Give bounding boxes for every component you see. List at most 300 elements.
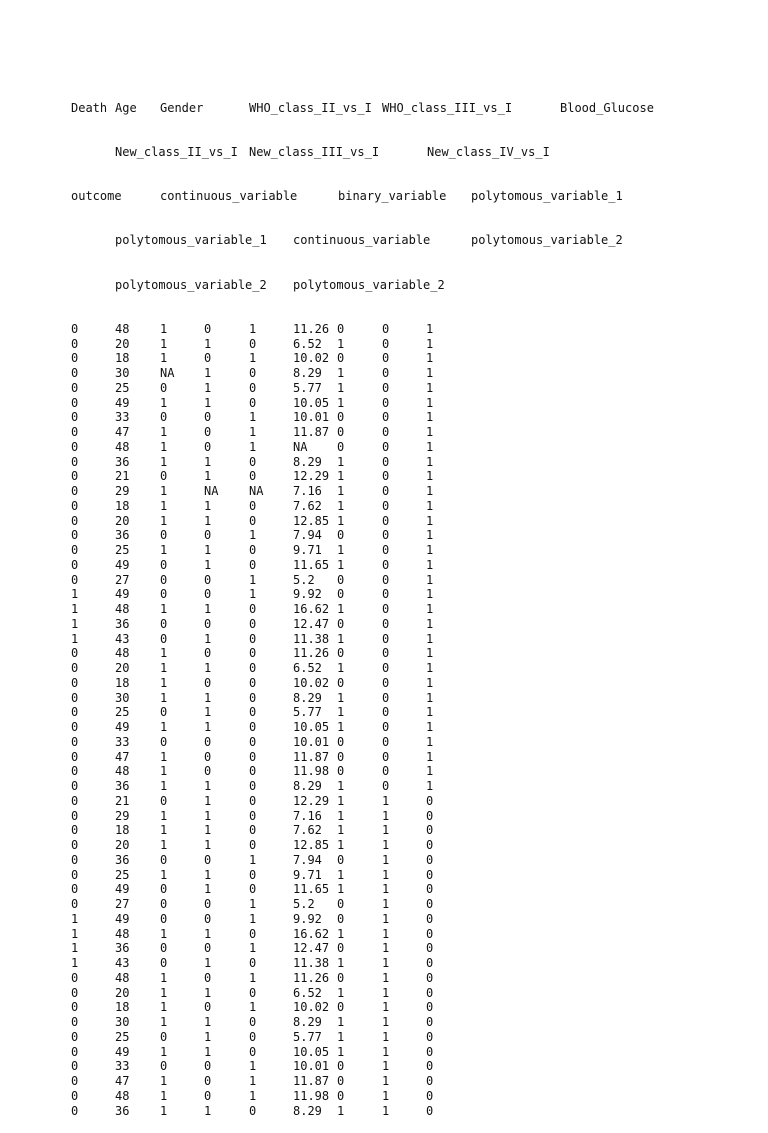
cell-age: 20 xyxy=(115,336,130,351)
cell-who-class-iii: 1 xyxy=(249,410,257,425)
table-row xyxy=(71,1015,434,1030)
cell-new-class-ii: 0 xyxy=(337,1074,345,1088)
cell-age: 29 xyxy=(115,808,130,823)
cell-new-class-iv: 1 xyxy=(426,469,434,484)
cell-gender: 1 xyxy=(160,646,168,661)
cell-new-class-iii: 0 xyxy=(382,336,390,351)
cell-who-class-ii: 1 xyxy=(204,926,212,941)
cell-new-class-iii: 1 xyxy=(382,882,390,897)
cell-who-class-ii: 1 xyxy=(204,705,212,720)
cell-new-class-iii: 0 xyxy=(382,572,390,587)
cell-blood-glucose: 12.47 xyxy=(293,616,330,631)
cell-who-class-iii: 1 xyxy=(249,321,257,336)
cell-blood-glucose: 11.38 xyxy=(293,956,330,970)
cell-new-class-iii: 1 xyxy=(382,956,390,970)
cell-age: 20 xyxy=(115,985,130,1000)
cell-new-class-ii: 1 xyxy=(337,395,345,410)
cell-blood-glucose: 12.29 xyxy=(293,793,330,808)
header-type-continuous-b: continuous_variable xyxy=(293,233,431,248)
cell-who-class-ii: 0 xyxy=(204,897,212,911)
cell-who-class-ii: 0 xyxy=(204,941,212,956)
cell-blood-glucose: 8.29 xyxy=(293,366,322,380)
cell-who-class-ii: 0 xyxy=(204,734,212,749)
header-who-class-iii: WHO_class_III_vs_I xyxy=(382,100,513,115)
cell-blood-glucose: 5.77 xyxy=(293,380,322,395)
cell-blood-glucose: 7.16 xyxy=(293,484,322,498)
cell-death: 0 xyxy=(71,1088,79,1103)
table-row xyxy=(71,690,434,706)
cell-who-class-iii: 1 xyxy=(249,1074,257,1088)
cell-new-class-ii: 0 xyxy=(337,897,345,911)
header-type-polytomous-2: polytomous_variable_2 xyxy=(471,233,623,248)
cell-blood-glucose: 11.26 xyxy=(293,970,330,985)
cell-new-class-ii: 0 xyxy=(337,675,345,690)
cell-blood-glucose: 8.29 xyxy=(293,690,322,705)
cell-age: 36 xyxy=(115,1103,130,1118)
cell-new-class-iii: 1 xyxy=(382,941,390,956)
cell-who-class-iii: 0 xyxy=(249,1103,257,1118)
cell-new-class-iv: 0 xyxy=(426,1015,434,1029)
cell-who-class-iii: 1 xyxy=(249,425,257,439)
cell-who-class-ii: 1 xyxy=(204,543,212,557)
cell-age: 25 xyxy=(115,543,130,557)
cell-gender: 0 xyxy=(160,734,168,749)
table-row xyxy=(71,911,434,927)
cell-new-class-iv: 1 xyxy=(426,705,434,720)
cell-blood-glucose: 8.29 xyxy=(293,779,322,793)
cell-new-class-iii: 1 xyxy=(382,985,390,1000)
cell-death: 0 xyxy=(71,646,79,661)
cell-blood-glucose: 9.71 xyxy=(293,543,322,557)
table-row xyxy=(71,852,434,868)
cell-new-class-iii: 1 xyxy=(382,1029,390,1044)
table-row xyxy=(71,602,434,617)
cell-blood-glucose: 12.47 xyxy=(293,941,330,956)
table-row xyxy=(71,425,434,440)
header-death: Death xyxy=(71,100,108,115)
cell-death: 0 xyxy=(71,528,79,543)
cell-new-class-iii: 1 xyxy=(382,838,390,852)
cell-age: 30 xyxy=(115,1015,130,1029)
cell-who-class-ii: 1 xyxy=(204,808,212,823)
cell-new-class-iii: 1 xyxy=(382,897,390,911)
cell-death: 0 xyxy=(71,425,79,439)
cell-death: 0 xyxy=(71,454,79,469)
table-row xyxy=(71,985,434,1001)
cell-gender: 1 xyxy=(160,425,168,439)
cell-blood-glucose: 11.26 xyxy=(293,646,330,661)
cell-new-class-ii: 1 xyxy=(337,720,345,734)
cell-new-class-iv: 0 xyxy=(426,823,434,838)
cell-new-class-ii: 0 xyxy=(337,616,345,631)
cell-gender: 0 xyxy=(160,410,168,425)
cell-age: 30 xyxy=(115,690,130,705)
cell-death: 0 xyxy=(71,1015,79,1029)
cell-gender: 1 xyxy=(160,867,168,882)
table-row xyxy=(71,941,434,956)
cell-death: 0 xyxy=(71,705,79,720)
cell-who-class-ii: 1 xyxy=(204,779,212,793)
cell-who-class-iii: 0 xyxy=(249,513,257,528)
cell-death: 0 xyxy=(71,380,79,395)
cell-new-class-ii: 1 xyxy=(337,543,345,557)
cell-blood-glucose: 10.01 xyxy=(293,410,330,425)
table-row xyxy=(71,1044,434,1060)
table-row xyxy=(71,779,434,794)
cell-gender: 1 xyxy=(160,321,168,336)
cell-blood-glucose: 11.26 xyxy=(293,321,330,336)
cell-new-class-iii: 0 xyxy=(382,351,390,366)
cell-who-class-ii: 0 xyxy=(204,970,212,985)
cell-gender: 0 xyxy=(160,380,168,395)
cell-death: 0 xyxy=(71,484,79,498)
cell-gender: 1 xyxy=(160,779,168,793)
cell-new-class-iv: 0 xyxy=(426,956,434,970)
cell-gender: 1 xyxy=(160,602,168,616)
table-row xyxy=(71,528,434,543)
cell-age: 36 xyxy=(115,616,130,631)
table-row xyxy=(71,498,434,514)
table-row xyxy=(71,897,434,912)
cell-who-class-ii: 1 xyxy=(204,395,212,410)
cell-new-class-iv: 1 xyxy=(426,366,434,380)
cell-who-class-iii: 1 xyxy=(249,941,257,956)
cell-new-class-iv: 0 xyxy=(426,1088,434,1103)
cell-new-class-iv: 1 xyxy=(426,690,434,705)
cell-new-class-ii: 1 xyxy=(337,690,345,705)
cell-who-class-ii: 1 xyxy=(204,823,212,838)
cell-new-class-iii: 0 xyxy=(382,439,390,454)
cell-gender: 1 xyxy=(160,1103,168,1118)
cell-who-class-ii: 1 xyxy=(204,985,212,1000)
cell-age: 25 xyxy=(115,705,130,720)
cell-gender: 0 xyxy=(160,705,168,720)
cell-new-class-iii: 0 xyxy=(382,749,390,764)
cell-new-class-iv: 1 xyxy=(426,720,434,734)
cell-who-class-ii: 1 xyxy=(204,631,212,646)
cell-who-class-ii: 1 xyxy=(204,882,212,897)
cell-who-class-ii: 1 xyxy=(204,1044,212,1059)
cell-death: 1 xyxy=(71,631,79,646)
cell-new-class-iv: 0 xyxy=(426,1044,434,1059)
cell-blood-glucose: 11.98 xyxy=(293,1088,330,1103)
cell-age: 48 xyxy=(115,646,130,661)
cell-new-class-ii: 1 xyxy=(337,867,345,882)
cell-gender: 1 xyxy=(160,336,168,351)
cell-who-class-iii: 0 xyxy=(249,882,257,897)
cell-gender: 1 xyxy=(160,749,168,764)
header-type-polytomous-2c: polytomous_variable_2 xyxy=(293,277,445,292)
cell-new-class-ii: 0 xyxy=(337,1088,345,1103)
cell-who-class-ii: 1 xyxy=(204,661,212,675)
cell-who-class-iii: 0 xyxy=(249,366,257,380)
cell-blood-glucose: 12.29 xyxy=(293,469,330,484)
table-row xyxy=(71,1103,434,1119)
cell-who-class-iii: 0 xyxy=(249,1044,257,1059)
cell-death: 0 xyxy=(71,351,79,366)
cell-who-class-ii: 0 xyxy=(204,616,212,631)
table-row xyxy=(71,366,434,381)
cell-age: 48 xyxy=(115,970,130,985)
cell-new-class-iii: 0 xyxy=(382,587,390,602)
table-row xyxy=(71,557,434,573)
cell-who-class-ii: 0 xyxy=(204,321,212,336)
cell-gender: 0 xyxy=(160,1059,168,1074)
cell-who-class-iii: 0 xyxy=(249,498,257,513)
table-row xyxy=(71,1000,434,1015)
cell-blood-glucose: 10.05 xyxy=(293,1044,330,1059)
cell-new-class-iii: 1 xyxy=(382,867,390,882)
cell-death: 0 xyxy=(71,1059,79,1074)
cell-new-class-iv: 0 xyxy=(426,1000,434,1015)
cell-new-class-iii: 1 xyxy=(382,1015,390,1029)
cell-death: 0 xyxy=(71,867,79,882)
table-row xyxy=(71,513,434,529)
cell-new-class-iii: 1 xyxy=(382,1044,390,1059)
cell-death: 1 xyxy=(71,926,79,941)
table-row xyxy=(71,720,434,735)
table-row xyxy=(71,926,434,942)
cell-who-class-ii: 0 xyxy=(204,646,212,661)
cell-death: 0 xyxy=(71,1103,79,1118)
cell-new-class-ii: 0 xyxy=(337,911,345,926)
cell-new-class-ii: 1 xyxy=(337,661,345,675)
cell-who-class-iii: 0 xyxy=(249,616,257,631)
cell-new-class-ii: 0 xyxy=(337,941,345,956)
cell-new-class-iii: 0 xyxy=(382,616,390,631)
cell-gender: 1 xyxy=(160,720,168,734)
cell-new-class-ii: 1 xyxy=(337,380,345,395)
cell-new-class-ii: 1 xyxy=(337,469,345,484)
table-row xyxy=(71,1059,434,1074)
cell-blood-glucose: 16.62 xyxy=(293,602,330,616)
cell-new-class-iii: 1 xyxy=(382,1000,390,1015)
cell-new-class-ii: 1 xyxy=(337,557,345,572)
cell-who-class-ii: 0 xyxy=(204,764,212,779)
cell-death: 1 xyxy=(71,616,79,631)
cell-gender: 1 xyxy=(160,484,168,498)
cell-new-class-iii: 0 xyxy=(382,513,390,528)
cell-who-class-iii: 0 xyxy=(249,675,257,690)
cell-new-class-ii: 0 xyxy=(337,528,345,543)
cell-new-class-ii: 1 xyxy=(337,484,345,498)
cell-age: 47 xyxy=(115,1074,130,1088)
cell-who-class-iii: 0 xyxy=(249,543,257,557)
cell-who-class-ii: 0 xyxy=(204,675,212,690)
cell-gender: 1 xyxy=(160,1015,168,1029)
cell-new-class-iii: 0 xyxy=(382,720,390,734)
cell-blood-glucose: 7.16 xyxy=(293,808,322,823)
cell-new-class-iv: 1 xyxy=(426,543,434,557)
cell-new-class-ii: 0 xyxy=(337,734,345,749)
cell-who-class-iii: 0 xyxy=(249,557,257,572)
cell-new-class-ii: 0 xyxy=(337,1000,345,1015)
cell-who-class-iii: 0 xyxy=(249,336,257,351)
cell-death: 0 xyxy=(71,1000,79,1015)
cell-who-class-iii: 1 xyxy=(249,1059,257,1074)
cell-gender: 0 xyxy=(160,956,168,970)
cell-death: 0 xyxy=(71,498,79,513)
cell-gender: NA xyxy=(160,366,175,380)
cell-who-class-iii: 0 xyxy=(249,646,257,661)
cell-blood-glucose: 10.02 xyxy=(293,351,330,366)
table-row xyxy=(71,351,434,366)
cell-death: 0 xyxy=(71,852,79,867)
cell-new-class-iv: 1 xyxy=(426,439,434,454)
cell-blood-glucose: 5.77 xyxy=(293,705,322,720)
header-line-4 xyxy=(71,233,623,248)
cell-gender: 1 xyxy=(160,764,168,779)
cell-new-class-iv: 1 xyxy=(426,734,434,749)
cell-new-class-iv: 1 xyxy=(426,602,434,616)
cell-death: 0 xyxy=(71,395,79,410)
cell-new-class-iii: 1 xyxy=(382,1103,390,1118)
cell-new-class-ii: 1 xyxy=(337,808,345,823)
cell-blood-glucose: 6.52 xyxy=(293,985,322,1000)
cell-gender: 0 xyxy=(160,572,168,587)
cell-age: 36 xyxy=(115,528,130,543)
cell-new-class-iv: 0 xyxy=(426,867,434,882)
cell-new-class-iv: 1 xyxy=(426,557,434,572)
cell-gender: 0 xyxy=(160,882,168,897)
cell-death: 0 xyxy=(71,661,79,675)
cell-new-class-ii: 1 xyxy=(337,1103,345,1118)
cell-new-class-ii: 0 xyxy=(337,970,345,985)
cell-who-class-ii: 1 xyxy=(204,454,212,469)
cell-who-class-iii: 0 xyxy=(249,867,257,882)
cell-new-class-ii: 0 xyxy=(337,425,345,439)
cell-death: 0 xyxy=(71,734,79,749)
cell-who-class-iii: 1 xyxy=(249,1000,257,1015)
cell-gender: 1 xyxy=(160,1074,168,1088)
cell-gender: 0 xyxy=(160,941,168,956)
cell-death: 1 xyxy=(71,602,79,616)
cell-who-class-ii: 0 xyxy=(204,528,212,543)
cell-new-class-iii: 0 xyxy=(382,498,390,513)
cell-new-class-iii: 0 xyxy=(382,321,390,336)
cell-blood-glucose: 5.2 xyxy=(293,572,315,587)
cell-blood-glucose: 11.87 xyxy=(293,425,330,439)
header-gender: Gender xyxy=(160,100,204,115)
table-row xyxy=(71,1074,434,1089)
cell-blood-glucose: 7.94 xyxy=(293,528,322,543)
cell-gender: 1 xyxy=(160,1088,168,1103)
cell-death: 0 xyxy=(71,439,79,454)
cell-new-class-iv: 1 xyxy=(426,587,434,602)
table-row xyxy=(71,749,434,765)
cell-who-class-ii: 1 xyxy=(204,366,212,380)
cell-gender: 1 xyxy=(160,439,168,454)
cell-age: 43 xyxy=(115,956,130,970)
cell-new-class-ii: 0 xyxy=(337,587,345,602)
cell-new-class-iv: 1 xyxy=(426,631,434,646)
cell-blood-glucose: 11.65 xyxy=(293,882,330,897)
header-who-class-ii: WHO_class_II_vs_I xyxy=(249,100,372,115)
cell-death: 0 xyxy=(71,572,79,587)
cell-who-class-iii: 0 xyxy=(249,838,257,852)
cell-death: 1 xyxy=(71,587,79,602)
cell-death: 0 xyxy=(71,1044,79,1059)
cell-new-class-ii: 1 xyxy=(337,823,345,838)
cell-new-class-iii: 1 xyxy=(382,823,390,838)
cell-new-class-ii: 0 xyxy=(337,852,345,867)
cell-new-class-iv: 0 xyxy=(426,1074,434,1088)
cell-gender: 0 xyxy=(160,528,168,543)
cell-gender: 0 xyxy=(160,557,168,572)
cell-new-class-iii: 0 xyxy=(382,425,390,439)
cell-who-class-ii: 0 xyxy=(204,410,212,425)
cell-new-class-iii: 1 xyxy=(382,808,390,823)
cell-who-class-iii: 1 xyxy=(249,587,257,602)
cell-death: 1 xyxy=(71,911,79,926)
cell-age: 21 xyxy=(115,469,130,484)
cell-new-class-iii: 0 xyxy=(382,705,390,720)
cell-death: 0 xyxy=(71,793,79,808)
cell-new-class-ii: 1 xyxy=(337,1044,345,1059)
cell-age: 18 xyxy=(115,498,130,513)
cell-blood-glucose: 9.71 xyxy=(293,867,322,882)
cell-new-class-iv: 1 xyxy=(426,484,434,498)
cell-who-class-ii: 0 xyxy=(204,439,212,454)
cell-who-class-ii: 1 xyxy=(204,498,212,513)
header-new-class-iv: New_class_IV_vs_I xyxy=(427,144,550,159)
cell-who-class-ii: 0 xyxy=(204,587,212,602)
cell-death: 0 xyxy=(71,543,79,557)
cell-new-class-iv: 1 xyxy=(426,646,434,661)
cell-blood-glucose: 11.38 xyxy=(293,631,330,646)
cell-death: 0 xyxy=(71,513,79,528)
header-type-polytomous-1: polytomous_variable_1 xyxy=(471,189,623,203)
cell-who-class-iii: 1 xyxy=(249,1088,257,1103)
cell-death: 0 xyxy=(71,557,79,572)
cell-blood-glucose: 10.02 xyxy=(293,1000,330,1015)
cell-gender: 1 xyxy=(160,513,168,528)
cell-who-class-iii: 0 xyxy=(249,956,257,970)
cell-new-class-iii: 0 xyxy=(382,661,390,675)
cell-age: 49 xyxy=(115,587,130,602)
cell-new-class-iii: 1 xyxy=(382,1074,390,1088)
cell-age: 25 xyxy=(115,867,130,882)
cell-death: 0 xyxy=(71,808,79,823)
cell-blood-glucose: 12.85 xyxy=(293,513,330,528)
cell-new-class-ii: 1 xyxy=(337,985,345,1000)
cell-gender: 1 xyxy=(160,690,168,705)
cell-new-class-iii: 1 xyxy=(382,1088,390,1103)
cell-who-class-ii: 1 xyxy=(204,1029,212,1044)
cell-who-class-ii: 1 xyxy=(204,956,212,970)
header-type-polytomous-1b: polytomous_variable_1 xyxy=(115,233,267,248)
cell-new-class-ii: 1 xyxy=(337,631,345,646)
cell-who-class-ii: 1 xyxy=(204,336,212,351)
cell-who-class-ii: 0 xyxy=(204,351,212,366)
cell-age: 48 xyxy=(115,1088,130,1103)
cell-new-class-iv: 0 xyxy=(426,911,434,926)
table-row xyxy=(71,572,434,588)
cell-age: 33 xyxy=(115,410,130,425)
cell-gender: 0 xyxy=(160,852,168,867)
cell-age: 33 xyxy=(115,734,130,749)
cell-blood-glucose: 11.87 xyxy=(293,1074,330,1088)
cell-new-class-iv: 0 xyxy=(426,941,434,956)
cell-blood-glucose: 8.29 xyxy=(293,454,322,469)
cell-who-class-iii: 0 xyxy=(249,469,257,484)
cell-death: 0 xyxy=(71,749,79,764)
cell-age: 20 xyxy=(115,838,130,852)
cell-new-class-iv: 0 xyxy=(426,793,434,808)
cell-new-class-ii: 0 xyxy=(337,749,345,764)
cell-new-class-iv: 1 xyxy=(426,410,434,425)
cell-age: 21 xyxy=(115,793,130,808)
